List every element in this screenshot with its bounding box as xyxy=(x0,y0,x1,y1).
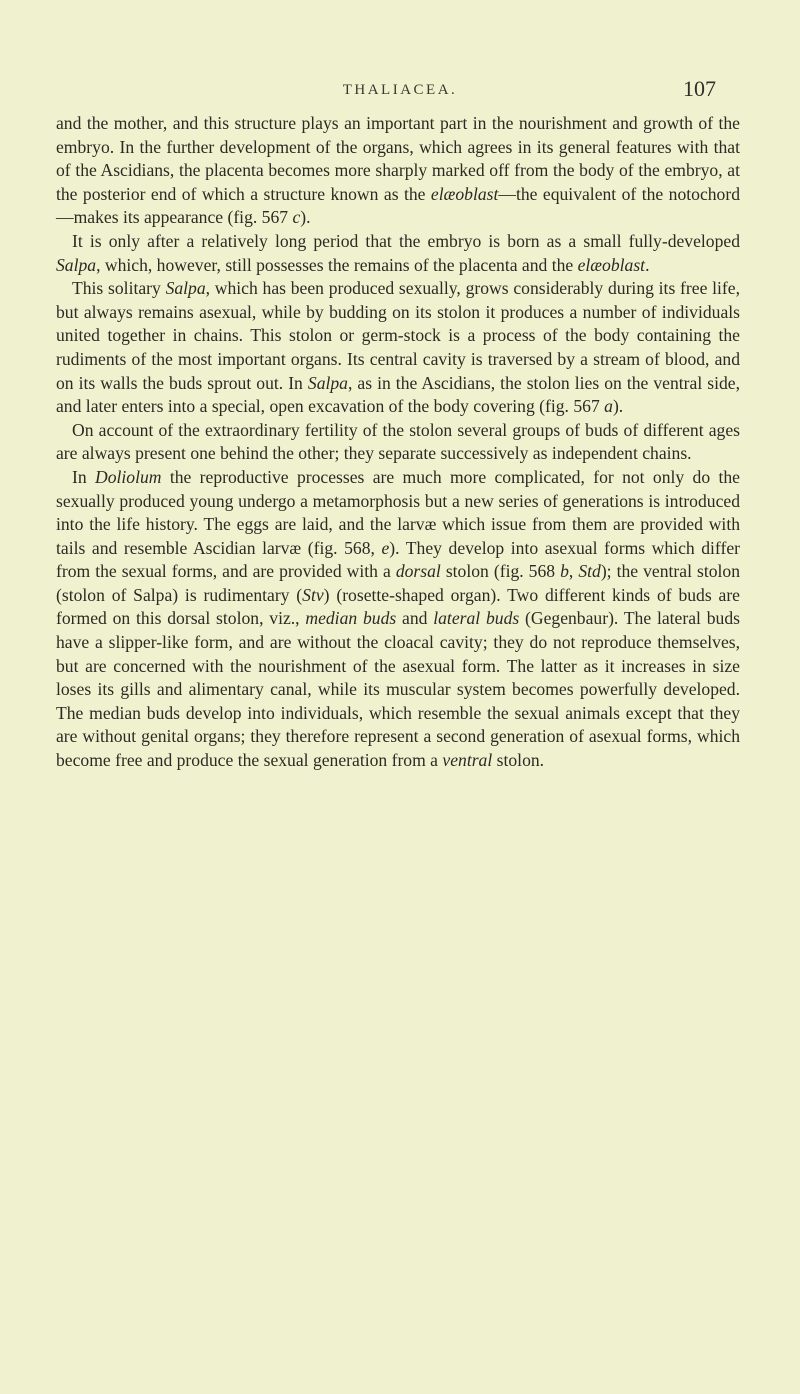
text-run: and xyxy=(396,608,434,629)
italic-run: c xyxy=(292,207,301,228)
italic-run: dorsal xyxy=(395,561,441,582)
italic-run: Doliolum xyxy=(95,466,162,487)
running-head xyxy=(0,76,800,104)
text-run: , which, however, still possesses the remains of the placenta and the xyxy=(96,254,578,275)
text-run: stolon. xyxy=(492,750,545,771)
text-run: —the equivalent of the notochord —makes its appearance (fig. 567 xyxy=(56,183,740,228)
paragraph-3 xyxy=(56,277,740,419)
text-run: and the mother, and this structure plays an important part in the nourishment and growth of the embryo. In the further development of the organs, which agrees in its general features with that of the Ascidians, the placenta becomes more sharply marked off from the body of the embryo, at the posterior end of which a structure known as the xyxy=(56,113,740,204)
italic-run: elæoblast xyxy=(430,183,499,204)
text-run: ). They develop into asexual forms which differ from the sexual forms, and are provided with a xyxy=(56,537,741,582)
text-run: This solitary xyxy=(72,278,166,299)
text-run: , as in the Ascidians, the stolon lies on the ventral side, and later enters into a special, open excavation of the body covering (fig. 567 xyxy=(56,372,741,417)
text-run: ). xyxy=(300,207,311,228)
running-title: THALIACEA. xyxy=(342,82,458,98)
text-run: In xyxy=(72,466,96,487)
text-run: On account of the extraordinary fertility of the stolon several groups of buds of different ages are always present one behind the other; they separate successively as independent chains. xyxy=(56,419,740,464)
italic-run: lateral buds xyxy=(433,608,520,629)
italic-run: a xyxy=(604,396,613,417)
paragraph-1 xyxy=(56,112,740,230)
italic-run: median buds xyxy=(305,608,397,629)
text-run: , xyxy=(568,561,579,582)
text-run: , which has been produced sexually, grows considerably during its free life, but always remains asexual, while by budding on its stolon it produces a number of individuals united together in chains. This stolon or germ-stock is a process of the body containing the rudiments of the most important organs. Its central cavity is traversed by a stream of blood, and on its walls the buds sprout out. In xyxy=(56,278,740,393)
italic-run: Salpa xyxy=(307,372,348,393)
italic-run: ventral xyxy=(442,750,493,771)
text-run: ). xyxy=(612,396,624,417)
italic-run: Salpa xyxy=(56,254,97,275)
italic-run: Salpa xyxy=(165,278,206,299)
body-text xyxy=(56,112,740,773)
paragraph-2 xyxy=(56,230,740,277)
text-run: ); the ventral stolon (stolon of Salpa) is rudimentary ( xyxy=(56,561,741,605)
italic-run: b xyxy=(560,561,569,582)
text-run: ) (rosette-shaped organ). Two different kinds of buds are formed on this dorsal stolon, viz., xyxy=(56,584,740,629)
text-run: . xyxy=(645,254,650,275)
text-run: (Gegenbaur). The lateral buds have a slipper-like form, and are without the cloacal cavity; they do not reproduce themselves, but are concerned with the nourishment of the asexual form. The latter as it increases in size loses its gills and alimentary canal, while its muscular system becomes powerfully developed. The median buds develop into individuals, which resemble the sexual animals except that they are without genital organs; they therefore represent a second generation of asexual forms, which become free and produce the sexual generation from a xyxy=(56,608,740,771)
italic-run: Stv xyxy=(302,584,324,605)
text-run: stolon (fig. 568 xyxy=(440,561,561,582)
page-number: 107 xyxy=(683,76,716,101)
paragraph-4 xyxy=(56,419,740,466)
text-run: It is only after a relatively long period that the embryo is born as a small fully-developed xyxy=(72,230,740,251)
paragraph-5 xyxy=(56,466,740,773)
italic-run: Std xyxy=(578,561,601,582)
italic-run: elæoblast xyxy=(577,254,646,275)
text-run: the reproductive processes are much more complicated, for not only do the sexually produced young undergo a metamorphosis but a new series of generations is introduced into the life history. The eggs are laid, and the larvæ which issue from them are provided with tails and resemble Ascidian larvæ (fig. 568, xyxy=(56,466,740,558)
italic-run: e xyxy=(381,537,390,558)
